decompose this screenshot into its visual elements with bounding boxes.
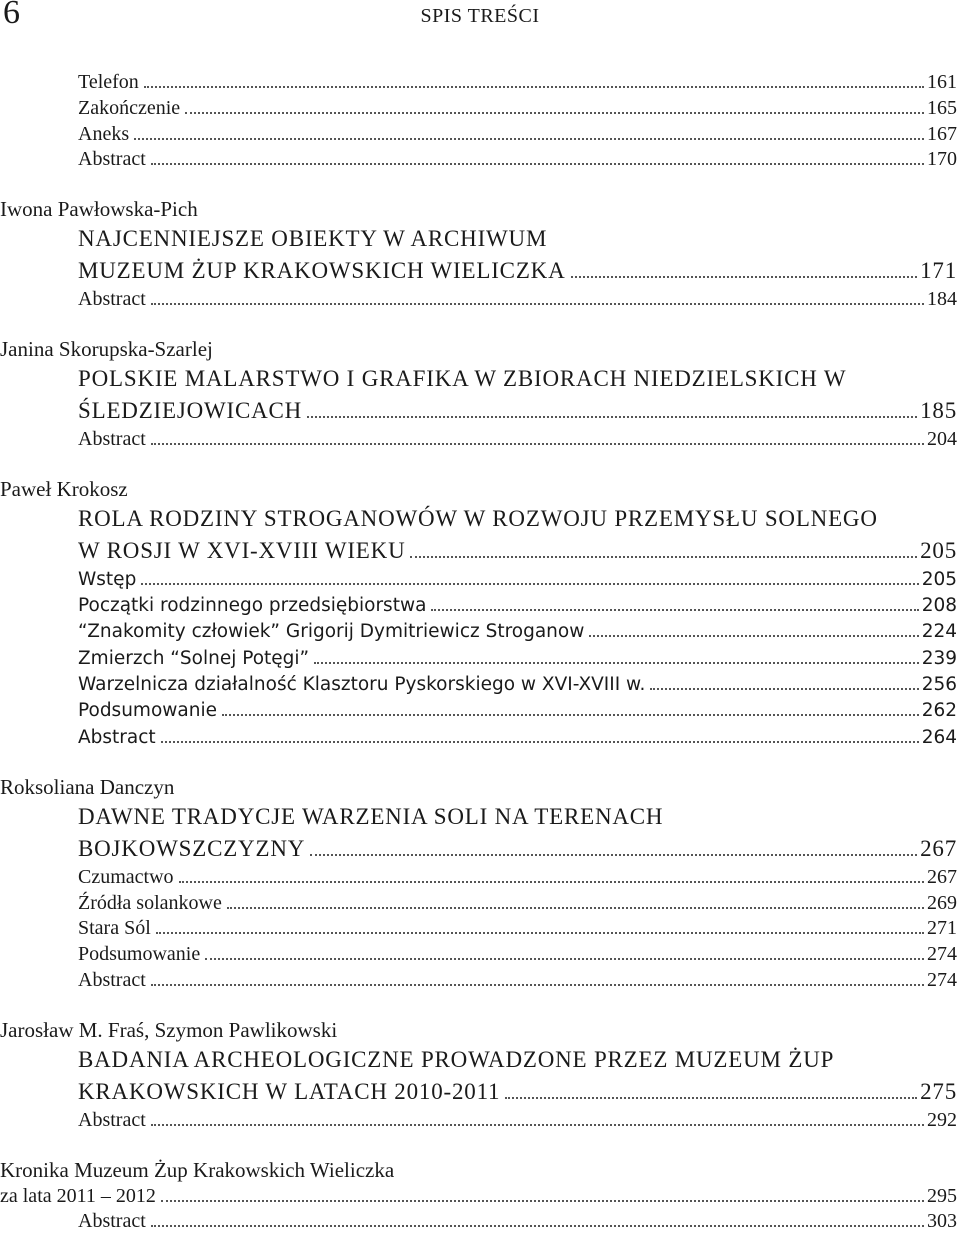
entry-title: Stara Sól xyxy=(78,917,151,940)
entry-page: 205 xyxy=(921,568,957,590)
toc-entry[interactable] xyxy=(0,646,957,672)
dot-leader xyxy=(144,86,924,88)
entry-title: Wstęp xyxy=(78,568,137,590)
entry-page: 167 xyxy=(927,122,957,145)
dot-leader xyxy=(151,303,924,305)
entry-page: 208 xyxy=(921,595,957,617)
dot-leader xyxy=(222,714,919,716)
entry-title: Abstract xyxy=(78,1108,146,1131)
entry-page: 170 xyxy=(927,148,957,171)
entry-page: 161 xyxy=(927,71,957,93)
entry-page: 274 xyxy=(927,969,957,992)
entry-page: 184 xyxy=(927,288,957,311)
toc-entry[interactable] xyxy=(0,698,957,724)
dot-leader xyxy=(156,932,924,934)
dot-leader xyxy=(410,556,917,558)
toc-entry[interactable] xyxy=(0,833,957,865)
dot-leader xyxy=(151,443,924,445)
entry-title: Abstract xyxy=(78,148,146,171)
toc-entry[interactable] xyxy=(0,122,957,148)
entry-page: 256 xyxy=(921,673,957,695)
toc-section-fras-pawlikowski xyxy=(0,1016,957,1134)
entry-title: Abstract xyxy=(78,969,146,992)
section-author: Iwona Pawłowska-Pich xyxy=(0,197,198,222)
entry-title: “Znakomity człowiek” Grigorij Dymitriewicz Stroganow xyxy=(78,621,585,643)
entry-title: Aneks xyxy=(78,122,130,145)
entry-title: Abstract xyxy=(78,1210,146,1233)
dot-leader xyxy=(205,958,924,960)
toc-entry[interactable] xyxy=(0,725,957,751)
dot-leader xyxy=(227,907,924,909)
entry-title: Początki rodzinnego przedsiębiorstwa xyxy=(78,595,427,617)
section-author: Janina Skorupska-Szarlej xyxy=(0,336,213,361)
entry-title: Telefon xyxy=(78,71,139,93)
entry-page: 274 xyxy=(927,943,957,966)
dot-leader xyxy=(185,112,924,114)
entry-page: 204 xyxy=(927,427,957,450)
entry-title: Zmierzch “Solnej Potęgi” xyxy=(78,647,310,669)
entry-title: Warzelnicza działalność Klasztoru Pyskorskiego w XVI-XVIII w. xyxy=(78,673,646,695)
section-title-line: NAJCENNIEJSZE OBIEKTY W ARCHIWUM xyxy=(78,226,548,252)
toc-entry[interactable] xyxy=(0,70,957,96)
toc-entry[interactable] xyxy=(0,255,957,287)
toc-entry[interactable] xyxy=(0,1076,957,1108)
section-author: Roksoliana Danczyn xyxy=(0,774,175,799)
entry-page: 224 xyxy=(921,621,957,643)
dot-leader xyxy=(431,609,918,611)
dot-leader xyxy=(310,854,917,856)
section-title-line: POLSKIE MALARSTWO I GRAFIKA W ZBIORACH NIEDZIELSKICH W xyxy=(78,365,847,391)
entry-page: 267 xyxy=(920,835,957,861)
section-title-line: ROLA RODZINY STROGANOWÓW W ROZWOJU PRZEMYSŁU SOLNEGO xyxy=(78,505,878,531)
entry-page: 269 xyxy=(927,891,957,914)
toc-section-intro xyxy=(0,70,957,173)
entry-title: Abstract xyxy=(78,726,156,748)
entry-page: 205 xyxy=(920,537,957,563)
toc-section-danczyn xyxy=(0,773,957,994)
dot-leader xyxy=(571,276,918,278)
entry-page: 165 xyxy=(927,96,957,119)
toc-entry[interactable] xyxy=(0,672,957,698)
entry-title: za lata 2011 – 2012 xyxy=(0,1184,156,1207)
toc-entry[interactable] xyxy=(0,96,957,122)
dot-leader xyxy=(161,741,919,743)
toc-entry[interactable] xyxy=(0,942,957,968)
entry-page: 239 xyxy=(921,647,957,669)
dot-leader xyxy=(314,662,919,664)
toc-section-krokosz xyxy=(0,475,957,751)
toc-entry[interactable] xyxy=(0,1184,957,1210)
section-author: Jarosław M. Fraś, Szymon Pawlikowski xyxy=(0,1017,338,1042)
toc-entry[interactable] xyxy=(0,916,957,942)
toc-entry[interactable] xyxy=(0,535,957,567)
toc-entry[interactable] xyxy=(0,427,957,453)
entry-title: W ROSJI W XVI-XVIII WIEKU xyxy=(78,537,406,563)
toc-section-kronika xyxy=(0,1156,957,1236)
entry-page: 292 xyxy=(927,1108,957,1131)
toc-entry[interactable] xyxy=(0,865,957,891)
toc-entry[interactable] xyxy=(0,395,957,427)
dot-leader xyxy=(151,1124,924,1126)
entry-title: MUZEUM ŻUP KRAKOWSKICH WIELICZKA xyxy=(78,258,566,284)
entry-title: ŚLEDZIEJOWICACH xyxy=(78,397,303,423)
entry-page: 264 xyxy=(921,726,957,748)
toc-entry[interactable] xyxy=(0,1108,957,1134)
dot-leader xyxy=(589,635,918,637)
dot-leader xyxy=(151,984,924,986)
toc-section-skorupska-szarlej xyxy=(0,335,957,453)
entry-title: Podsumowanie xyxy=(78,700,217,722)
entry-page: 275 xyxy=(920,1078,957,1104)
section-title-line: DAWNE TRADYCJE WARZENIA SOLI NA TERENACH xyxy=(78,803,664,829)
dot-leader xyxy=(650,688,918,690)
running-head: SPIS TREŚCI xyxy=(420,5,540,27)
entry-title: KRAKOWSKICH W LATACH 2010-2011 xyxy=(78,1078,501,1104)
dot-leader xyxy=(307,416,917,418)
dot-leader xyxy=(161,1200,924,1202)
entry-page: 303 xyxy=(927,1210,957,1233)
entry-page: 262 xyxy=(921,700,957,722)
toc-entry[interactable] xyxy=(0,891,957,917)
dot-leader xyxy=(151,1225,924,1227)
entry-title: Abstract xyxy=(78,288,146,311)
toc-section-pawlowska-pich xyxy=(0,195,957,313)
entry-title: Podsumowanie xyxy=(78,943,201,966)
entry-page: 185 xyxy=(920,397,957,423)
dot-leader xyxy=(134,138,924,140)
entry-page: 271 xyxy=(927,917,957,940)
section-title-line: BADANIA ARCHEOLOGICZNE PROWADZONE PRZEZ MUZEUM ŻUP xyxy=(78,1046,835,1072)
toc-entry[interactable] xyxy=(0,287,957,313)
toc-entry[interactable] xyxy=(0,1209,957,1235)
entry-title: Abstract xyxy=(78,427,146,450)
dot-leader xyxy=(179,881,924,883)
entry-title: Źródła solankowe xyxy=(78,891,222,914)
entry-title: Zakończenie xyxy=(78,96,181,119)
toc-entry[interactable] xyxy=(0,593,957,619)
entry-page: 267 xyxy=(927,865,957,888)
entry-title: BOJKOWSZCZYZNY xyxy=(78,835,306,861)
section-heading: Kronika Muzeum Żup Krakowskich Wieliczka xyxy=(0,1157,395,1182)
toc-entry[interactable] xyxy=(0,619,957,645)
toc-entry[interactable] xyxy=(0,147,957,173)
dot-leader xyxy=(151,163,924,165)
entry-title: Czumactwo xyxy=(78,865,174,888)
dot-leader xyxy=(505,1097,917,1099)
table-of-contents xyxy=(0,70,957,1235)
toc-entry[interactable] xyxy=(0,567,957,593)
section-author: Paweł Krokosz xyxy=(0,476,128,501)
page-number: 6 xyxy=(3,0,20,31)
entry-page: 295 xyxy=(927,1184,957,1207)
dot-leader xyxy=(141,583,918,585)
entry-page: 171 xyxy=(920,258,957,284)
toc-entry[interactable] xyxy=(0,968,957,994)
